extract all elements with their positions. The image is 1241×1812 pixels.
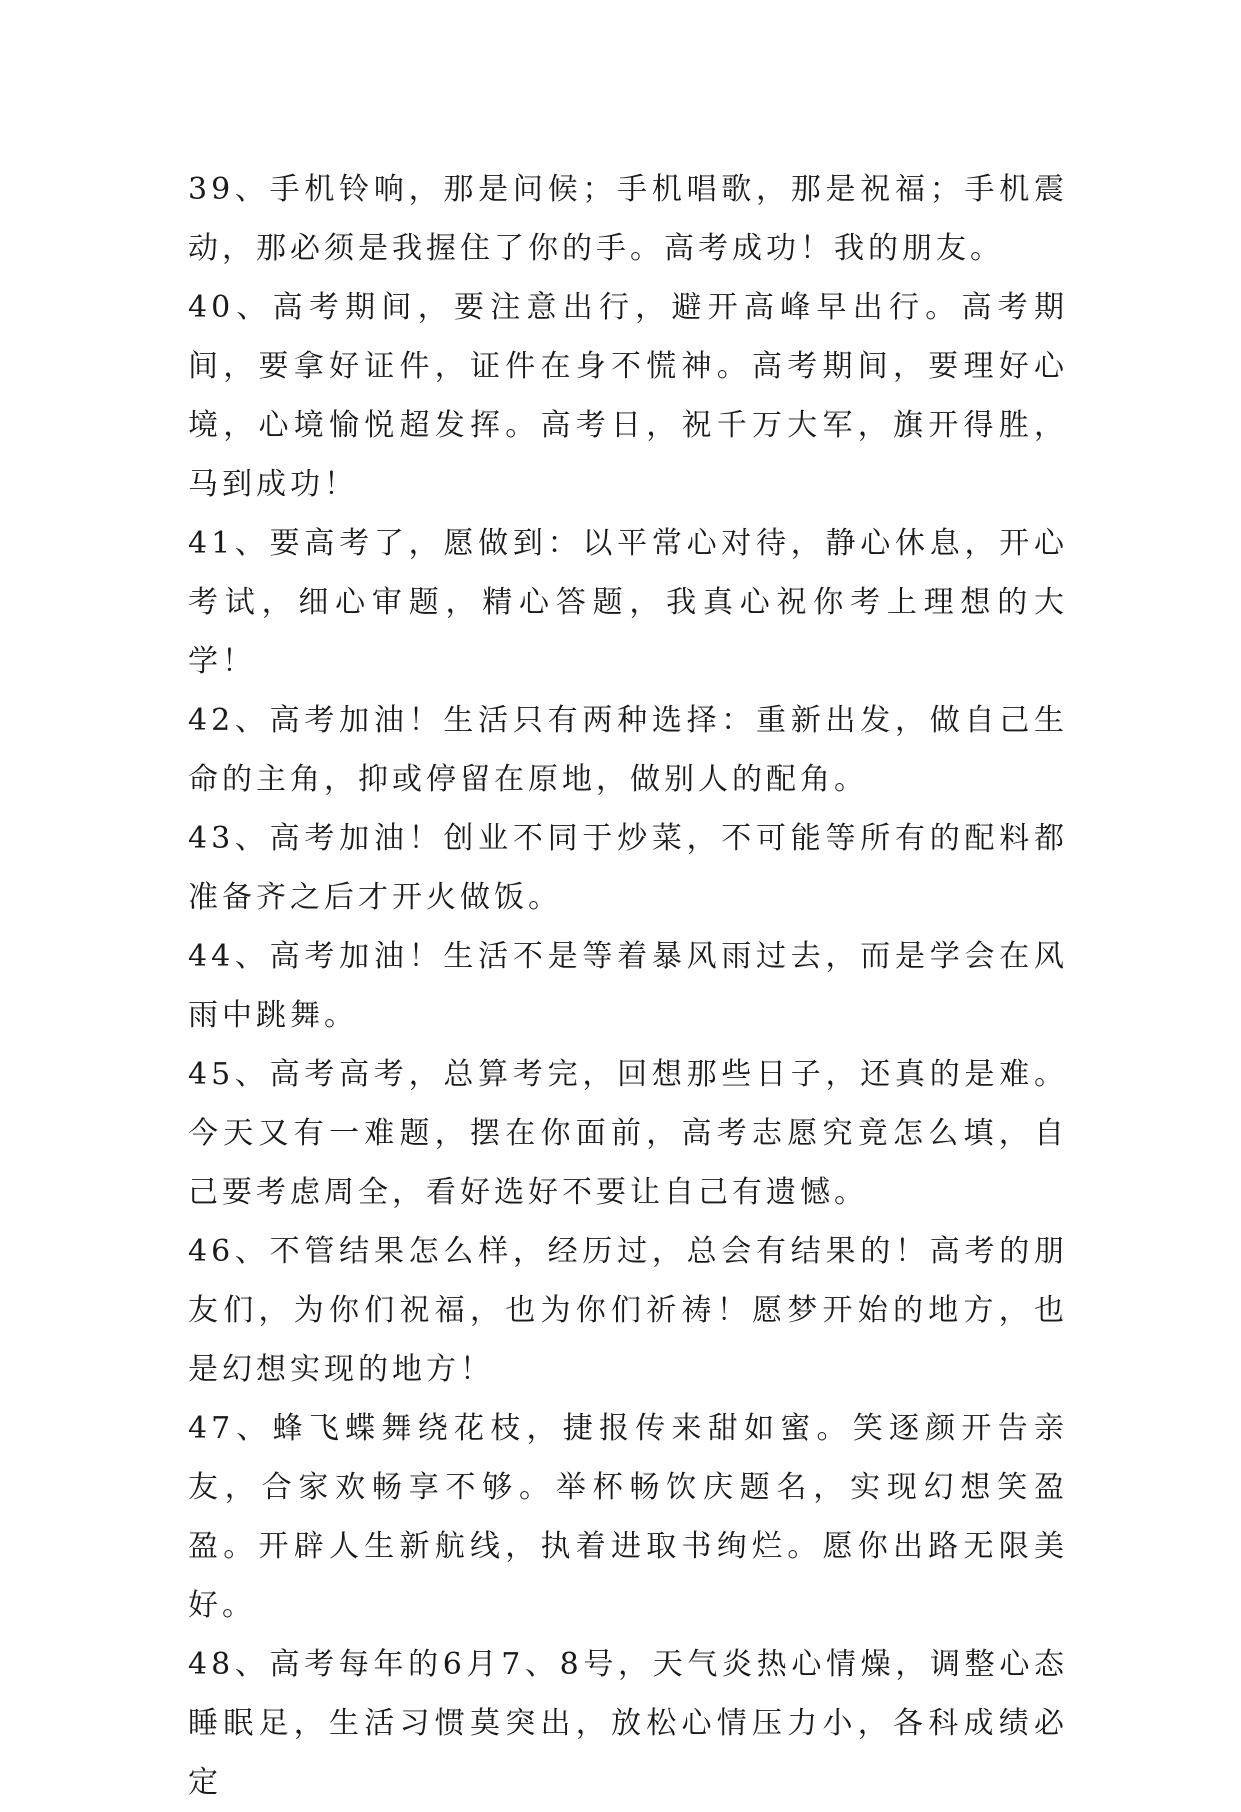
document-body: [188, 160, 1068, 1812]
paragraph-47: 47、蜂飞蝶舞绕花枝，捷报传来甜如蜜。笑逐颜开告亲友，合家欢畅享不够。举杯畅饮庆题名，实现幻想笑盈盈。开辟人生新航线，执着进取书绚烂。愿你出路无限美好。: [188, 1411, 1068, 1623]
paragraph-42: 42、高考加油！生活只有两种选择：重新出发，做自己生命的主角，抑或停留在原地，做别人的配角。: [188, 703, 1068, 797]
paragraph-46: 46、不管结果怎么样，经历过，总会有结果的！高考的朋友们，为你们祝福，也为你们祈祷！愿梦开始的地方，也是幻想实现的地方！: [188, 1234, 1068, 1387]
paragraph-48: 48、高考每年的6月7、8号，天气炎热心情燥，调整心态睡眠足，生活习惯莫突出，放松心情压力小，各科成绩必定: [188, 1647, 1068, 1800]
paragraph-45: 45、高考高考，总算考完，回想那些日子，还真的是难。今天又有一难题，摆在你面前，高考志愿究竟怎么填，自己要考虑周全，看好选好不要让自己有遗憾。: [188, 1057, 1068, 1210]
paragraph-41: 41、要高考了，愿做到：以平常心对待，静心休息，开心考试，细心审题，精心答题，我真心祝你考上理想的大学！: [188, 526, 1068, 679]
paragraph-40: 40、高考期间，要注意出行，避开高峰早出行。高考期间，要拿好证件，证件在身不慌神。高考期间，要理好心境，心境愉悦超发挥。高考日，祝千万大军，旗开得胜，马到成功！: [188, 290, 1068, 502]
paragraph-44: 44、高考加油！生活不是等着暴风雨过去，而是学会在风雨中跳舞。: [188, 939, 1068, 1033]
paragraph-39: 39、手机铃响，那是问候；手机唱歌，那是祝福；手机震动，那必须是我握住了你的手。高考成功！我的朋友。: [188, 172, 1068, 266]
paragraph-43: 43、高考加油！创业不同于炒菜，不可能等所有的配料都准备齐之后才开火做饭。: [188, 821, 1068, 915]
